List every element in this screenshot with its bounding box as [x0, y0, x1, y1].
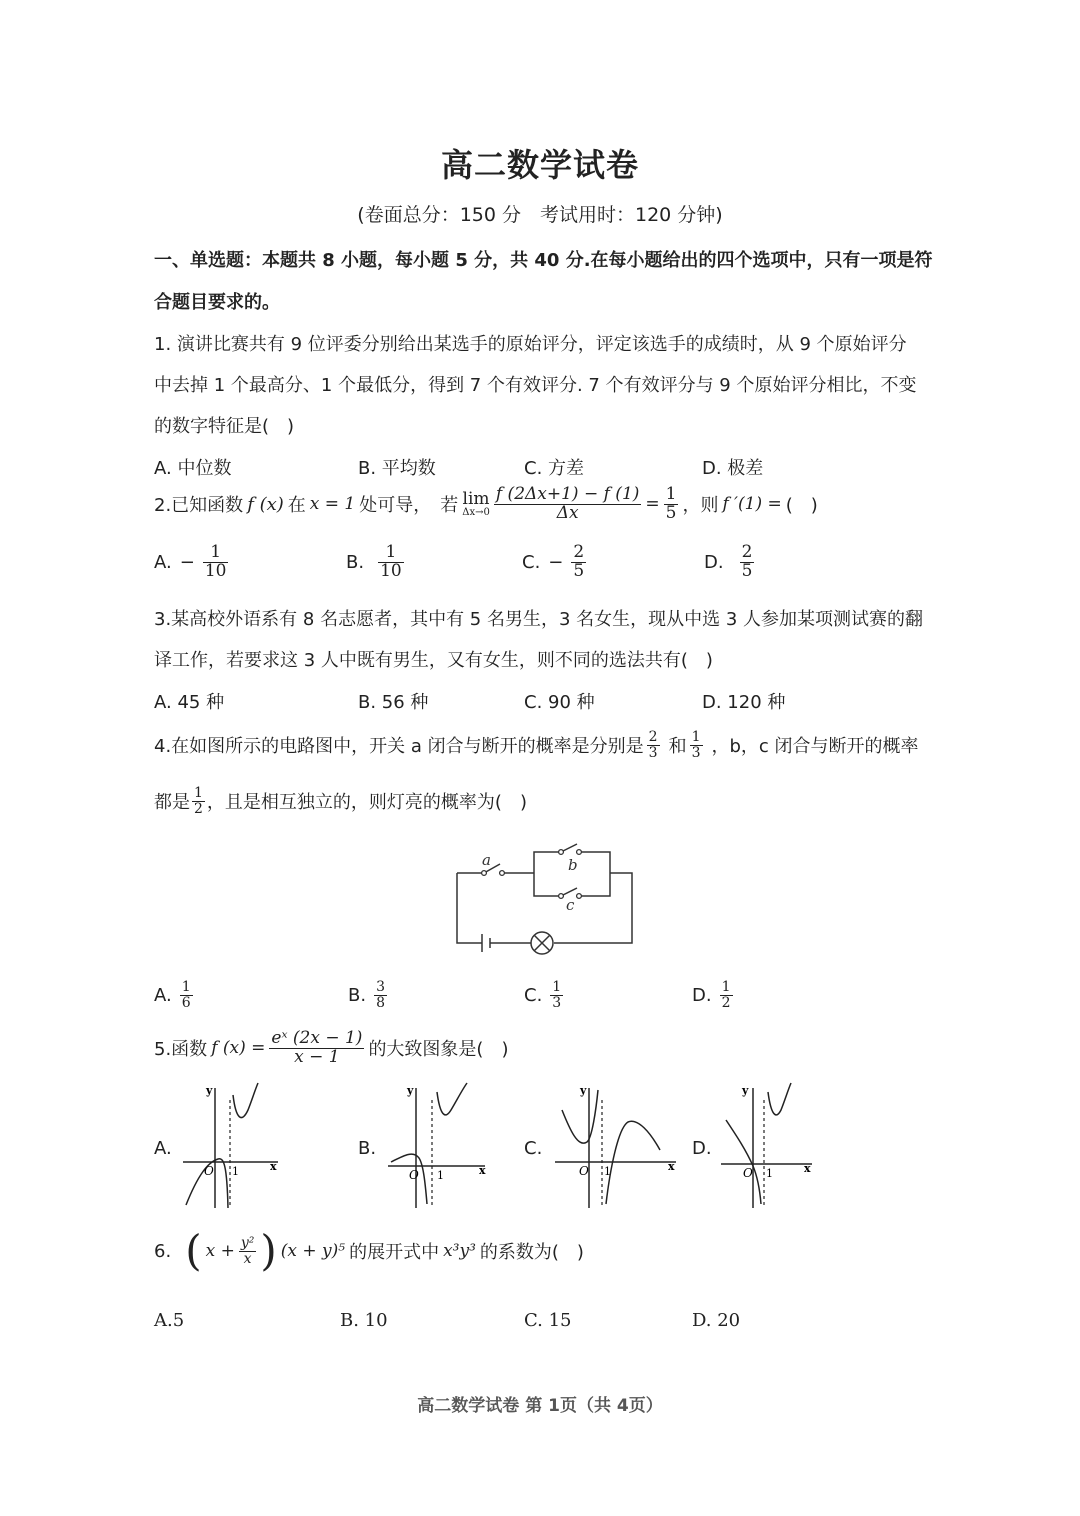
q1-option-a: A. 中位数	[154, 458, 232, 479]
q5-c-one: 1	[604, 1165, 611, 1178]
q2-option-c-sign: −	[548, 551, 564, 573]
q6-frac-den: x	[243, 1250, 252, 1267]
q3-line2: 译工作，若要求这 3 人中既有男生，又有女生，则不同的选法共有( )	[154, 650, 713, 671]
q2-option-b-den: 10	[380, 560, 402, 581]
q4-frac1-num: 2	[648, 729, 658, 745]
q5-option-b-graph	[385, 1080, 490, 1210]
q2-option-a-den: 10	[204, 560, 227, 581]
q4-option-a-label: A.	[154, 984, 172, 1006]
q2-option-c-num: 2	[573, 542, 585, 562]
circuit-diagram	[440, 840, 650, 960]
q2-result-num: 1	[665, 484, 677, 504]
switch-b-label: b	[568, 856, 578, 874]
q2-text-1: 2.已知函数	[154, 495, 244, 517]
q4-frac1-den: 3	[648, 744, 658, 761]
switch-a-label: a	[482, 851, 491, 869]
q5-a-one: 1	[232, 1165, 239, 1178]
q2-limit-fraction	[494, 486, 642, 523]
q2-x1: x = 1	[309, 494, 356, 515]
q2-text-2: 在	[287, 495, 306, 517]
q5-numerator: eˣ (2x − 1)	[271, 1028, 363, 1048]
q2-lim-sub: Δx→0	[462, 506, 490, 518]
q2-fx: f (x)	[247, 493, 284, 515]
q4-option-d-fraction	[720, 980, 733, 1010]
q3-option-c: C. 90 种	[524, 692, 595, 713]
q6-frac-num: y²	[240, 1234, 255, 1251]
q2-option-d	[704, 544, 754, 581]
q5-d-x-label: x	[804, 1162, 811, 1175]
q4-option-c-fraction	[550, 980, 563, 1010]
q2-text-3: 处可导， 若	[359, 495, 459, 517]
q2-option-a-label: A.	[154, 551, 172, 573]
q4-option-b-fraction	[374, 980, 387, 1010]
q5-stem	[154, 1030, 508, 1067]
q6-stem	[154, 1226, 584, 1275]
q5-a-origin: O	[204, 1164, 214, 1178]
q2-limit-denominator: Δx	[556, 502, 579, 523]
q2-text-5: ( )	[785, 495, 818, 517]
q2-limit	[462, 488, 490, 518]
q2-option-b-fraction	[378, 544, 404, 581]
q5-d-one: 1	[766, 1167, 773, 1180]
q6-left-paren: (	[185, 1226, 202, 1275]
q6-text-1: 6.	[154, 1240, 172, 1262]
page-title: 高二数学试卷	[440, 146, 639, 184]
q3-option-b: B. 56 种	[358, 692, 429, 713]
q6-option-a: A.5	[154, 1310, 185, 1331]
q6-option-b: B. 10	[340, 1310, 388, 1331]
q2-option-a-num: 1	[203, 544, 229, 563]
q5-b-one: 1	[437, 1169, 444, 1182]
q4-option-b	[348, 980, 387, 1010]
q3-option-d: D. 120 种	[702, 692, 786, 713]
q4-option-a-den: 6	[181, 994, 191, 1011]
q5-fx: f (x) =	[211, 1038, 266, 1059]
q4-option-c-num: 1	[552, 979, 562, 995]
q4-text-3: ，b，c 闭合与断开的概率	[711, 736, 919, 758]
q5-option-c-label: C.	[524, 1138, 543, 1159]
q2-lim: lim	[462, 488, 490, 509]
q4-frac2-den: 3	[691, 744, 701, 761]
q5-option-a-label: A.	[154, 1138, 172, 1159]
q2-equals: =	[645, 494, 660, 515]
q6-option-c: C. 15	[524, 1310, 572, 1331]
q4-frac-a-closed	[647, 730, 660, 760]
q2-option-d-label: D.	[704, 551, 724, 573]
q5-option-d-label: D.	[692, 1138, 712, 1159]
q2-option-d-num: 2	[741, 542, 753, 562]
q2-option-c-label: C.	[522, 551, 541, 573]
q5-b-y-label: y	[407, 1084, 414, 1097]
q6-expr-a: x +	[205, 1241, 235, 1261]
q2-option-c-den: 5	[573, 560, 585, 581]
q5-a-x-label: x	[270, 1160, 277, 1173]
q5-denominator: x − 1	[294, 1046, 340, 1067]
page-footer: 高二数学试卷 第 1页（共 4页）	[417, 1396, 663, 1416]
q4-option-b-label: B.	[348, 984, 367, 1006]
q4-option-a-fraction	[180, 980, 193, 1010]
q1-line1: 1. 演讲比赛共有 9 位评委分别给出某选手的原始评分，评定该选手的成绩时，从 9 个原始评分	[154, 334, 907, 355]
q2-option-c-fraction	[571, 544, 586, 581]
q1-option-c: C. 方差	[524, 458, 585, 479]
q4-option-c	[524, 980, 563, 1010]
q5-d-origin: O	[743, 1166, 753, 1180]
q2-option-c	[522, 544, 586, 581]
q6-right-paren: )	[260, 1226, 277, 1275]
q5-b-x-label: x	[479, 1164, 486, 1177]
q4-frac-bc	[192, 786, 205, 816]
q1-line3: 的数字特征是( )	[154, 416, 295, 437]
q5-c-y-label: y	[580, 1084, 587, 1097]
q4-option-b-num: 3	[376, 979, 385, 995]
q6-text-2: 的展开式中	[349, 1242, 440, 1263]
q3-option-a: A. 45 种	[154, 692, 225, 713]
q4-option-c-den: 3	[552, 994, 562, 1011]
q4-line1	[154, 730, 919, 760]
q4-option-d-label: D.	[692, 984, 712, 1006]
q5-d-y-label: y	[742, 1084, 749, 1097]
q2-option-b-label: B.	[346, 551, 365, 573]
q5-text-2: 的大致图象是( )	[368, 1039, 509, 1061]
q4-option-b-den: 8	[376, 994, 385, 1011]
q5-option-a-graph	[180, 1080, 285, 1210]
q6-term: x³y³	[443, 1241, 476, 1261]
q1-option-b: B. 平均数	[358, 458, 436, 479]
q5-c-x-label: x	[668, 1160, 675, 1173]
q4-option-d	[692, 980, 733, 1010]
q4-text-1: 4.在如图所示的电路图中，开关 a 闭合与断开的概率是分别是	[154, 736, 644, 758]
switch-c-label: c	[566, 896, 575, 914]
q4-text-4: 都是	[154, 792, 190, 814]
q2-limit-numerator: f (2Δx+1) − f (1)	[495, 484, 640, 504]
q5-a-y-label: y	[206, 1084, 213, 1097]
q4-option-a	[154, 980, 193, 1010]
q4-text-5: ，且是相互独立的，则灯亮的概率为( )	[206, 792, 527, 814]
q5-option-d-graph	[718, 1080, 818, 1210]
q6-option-d: D. 20	[692, 1310, 741, 1331]
section-heading-line1: 一、单选题：本题共 8 小题，每小题 5 分，共 40 分.在每小题给出的四个选项中，只有一项是符	[154, 250, 933, 271]
q2-option-d-fraction	[740, 544, 755, 581]
q2-stem	[154, 486, 818, 523]
q6-expr-b: (x + y)⁵	[280, 1241, 346, 1261]
q5-fraction	[269, 1030, 364, 1067]
q6-fraction	[239, 1236, 257, 1266]
q2-option-a	[154, 544, 228, 581]
q4-option-d-num: 1	[721, 979, 731, 995]
q4-frac2-num: 1	[691, 729, 701, 745]
q4-frac3-den: 2	[194, 800, 203, 817]
q4-line2	[154, 786, 527, 816]
q4-option-d-den: 2	[721, 994, 731, 1011]
q4-frac-a-open	[690, 730, 703, 760]
q2-text-4: ，则	[682, 495, 719, 517]
q2-option-d-den: 5	[741, 560, 753, 581]
q1-line2: 中去掉 1 个最高分、1 个最低分，得到 7 个有效评分. 7 个有效评分与 9 个原始评分相比，不变	[154, 375, 917, 396]
q1-option-d: D. 极差	[702, 458, 764, 479]
q2-result-den: 5	[665, 502, 677, 523]
q2-option-a-sign: −	[179, 551, 195, 573]
q2-result-fraction	[664, 486, 679, 523]
q5-b-origin: O	[409, 1168, 419, 1182]
q4-frac3-num: 1	[194, 785, 203, 801]
q3-line1: 3.某高校外语系有 8 名志愿者，其中有 5 名男生，3 名女生，现从中选 3 人参加某项测试赛的翻	[154, 609, 924, 630]
section-heading-line2: 合题目要求的。	[154, 292, 280, 313]
q2-option-a-fraction	[203, 544, 229, 581]
q6-text-3: 的系数为( )	[479, 1242, 584, 1263]
q5-option-c-graph	[552, 1080, 682, 1210]
q4-option-a-num: 1	[181, 979, 191, 995]
q5-text-1: 5.函数	[154, 1039, 208, 1061]
q2-option-b-num: 1	[378, 544, 404, 563]
q5-option-b-label: B.	[358, 1138, 377, 1159]
q2-option-b	[346, 544, 404, 581]
q4-text-2: 和	[668, 736, 687, 758]
q4-option-c-label: C.	[524, 984, 543, 1006]
page-subtitle: (卷面总分：150 分 考试用时：120 分钟)	[357, 204, 723, 226]
q2-fprime: f ′(1) =	[722, 494, 782, 515]
q5-c-origin: O	[579, 1164, 589, 1178]
